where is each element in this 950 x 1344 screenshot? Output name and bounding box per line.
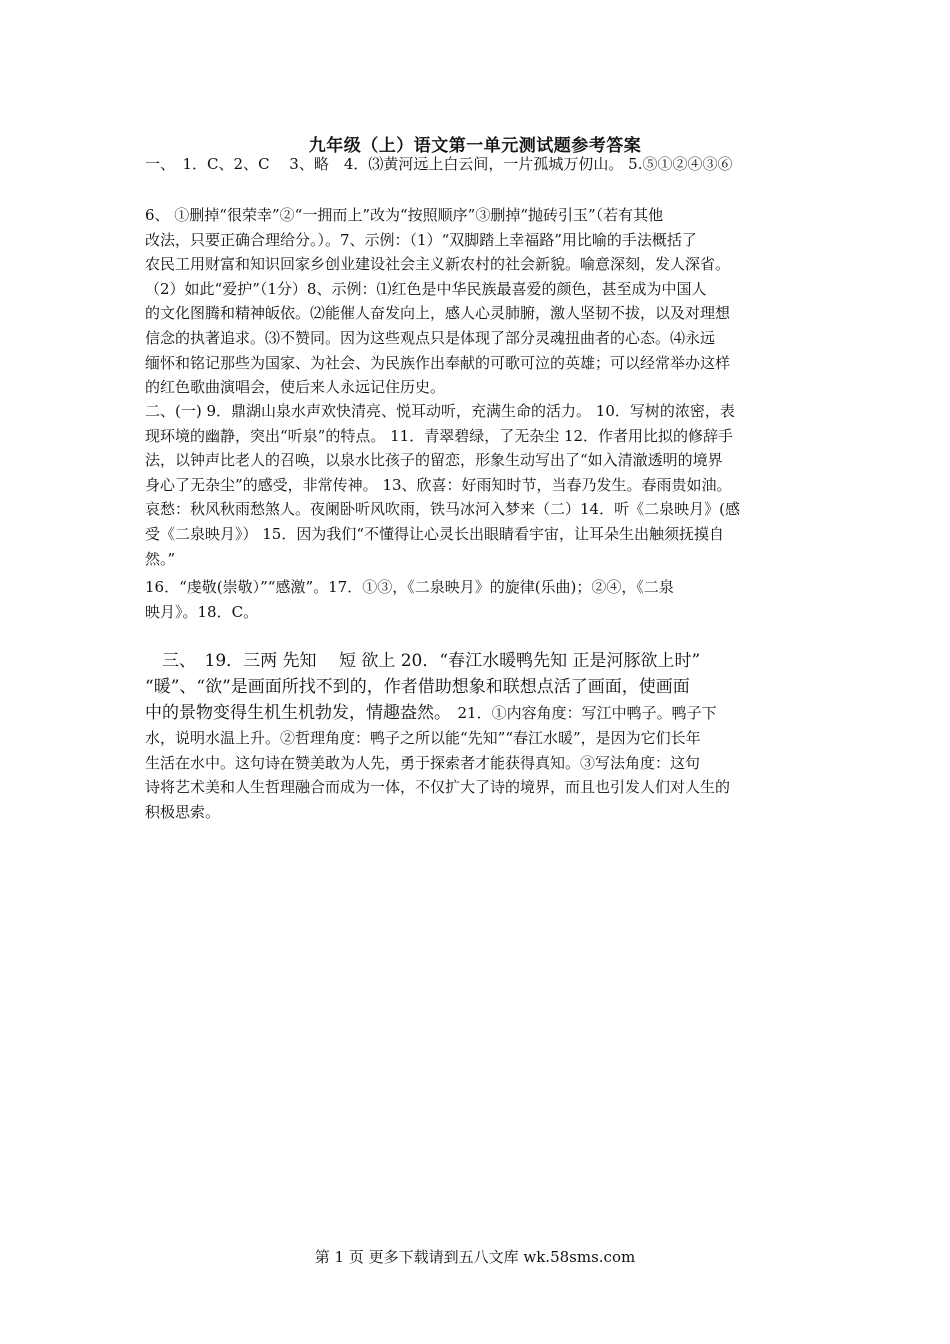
text-line: 身心了无杂尘”的感受，非常传神。 13、欣喜：好雨知时节，当春乃发生。春雨贵如油。: [145, 475, 732, 494]
section-3-answers: [145, 648, 813, 824]
page-footer: 第 1 页 更多下载请到五八文库 wk.58sms.com: [314, 1248, 636, 1266]
text-line: 映月》。18．C。: [145, 602, 259, 621]
text-line: 农民工用财富和知识回家乡创业建设社会主义新农村的社会新貌。喻意深刻，发人深省。: [145, 255, 731, 274]
text-line: 二、(一) 9．鼎湖山泉水声欢快清亮、悦耳动听，充满生命的活力。 10．写树的浓密，表: [145, 402, 735, 420]
text-line: 的文化图腾和精神皈依。⑵能催人奋发向上，感人心灵肺腑，激人坚韧不拔，以及对理想: [145, 304, 731, 323]
text-segment: 中的景物变得生机生机勃发，情趣盎然。: [145, 703, 443, 723]
text-line: “暖”、“欲”是画面所找不到的，作者借助想象和联想点活了画面，使画面: [145, 677, 690, 697]
section-2-extra-answers: [145, 575, 813, 624]
section-1-answers: [145, 203, 813, 400]
text-line: 缅怀和铭记那些为国家、为社会、为民族作出奉献的可歌可泣的英雄；可以经常举办这样: [145, 353, 731, 372]
text-line: 水，说明水温上升。②哲理角度：鸭子之所以能“先知”“春江水暖”，是因为它们长年: [145, 729, 701, 747]
section-1-first-line: [145, 152, 813, 177]
text-line: 一、 1．C、2、C 3、略 4．⑶黄河远上白云间，一片孤城万仞山。 5.⑤①②④③⑥: [145, 155, 733, 173]
text-line: 生活在水中。这句诗在赞美敢为人先，勇于探索者才能获得真知。③写法角度：这句: [145, 753, 701, 772]
text-segment: 21．①内容角度：写江中鸭子。鸭子下: [442, 704, 717, 722]
text-line: 的红色歌曲演唱会，使后来人永远记住历史。: [145, 378, 446, 397]
text-line: [145, 700, 813, 726]
text-line: 改法，只要正确合理给分。）。7、示例：（1）“双脚踏上幸福路”用比喻的手法概括了: [145, 230, 697, 249]
text-line: 现环境的幽静，突出“听泉”的特点。 11．青翠碧绿，了无杂尘 12．作者用比拟的修辞手: [145, 426, 734, 445]
page-title: 九年级（上）语文第一单元测试题参考答案: [308, 136, 642, 156]
text-line: 6、 ①删掉“很荣幸”②“一拥而上”改为“按照顺序”③删掉“抛砖引玉”（若有其他: [145, 206, 664, 224]
text-line: 三、 19．三两 先知 短 欲上 20．“春江水暖鸭先知 正是河豚欲上时”: [145, 651, 701, 671]
text-line: 积极思索。: [145, 802, 221, 821]
text-line: 法，以钟声比老人的召唤，以泉水比孩子的留恋，形象生动写出了“如入清澈透明的境界: [145, 451, 723, 470]
text-line: （2）如此“爱护”（1分）8、示例：⑴红色是中华民族最喜爱的颜色，甚至成为中国人: [145, 279, 707, 298]
text-line: 信念的执著追求。⑶不赞同。因为这些观点只是体现了部分灵魂扭曲者的心态。⑷永远: [145, 328, 716, 347]
text-line: 16．“虔敬(崇敬）”“感激”。17．①③，《二泉映月》的旋律(乐曲)；②④，《二泉: [145, 578, 674, 596]
section-2-answers: [145, 399, 813, 571]
text-line: 哀愁：秋风秋雨愁煞人。夜阑卧听风吹雨，铁马冰河入梦来（二）14．听《二泉映月》(感: [145, 500, 740, 519]
text-line: 受《二泉映月》） 15．因为我们“不懂得让心灵长出眼睛看宇宙，让耳朵生出触须抚摸自: [145, 524, 725, 543]
text-line: 然。”: [145, 549, 176, 568]
text-line: 诗将艺术美和人生哲理融合而成为一体，不仅扩大了诗的境界，而且也引发人们对人生的: [145, 778, 731, 797]
